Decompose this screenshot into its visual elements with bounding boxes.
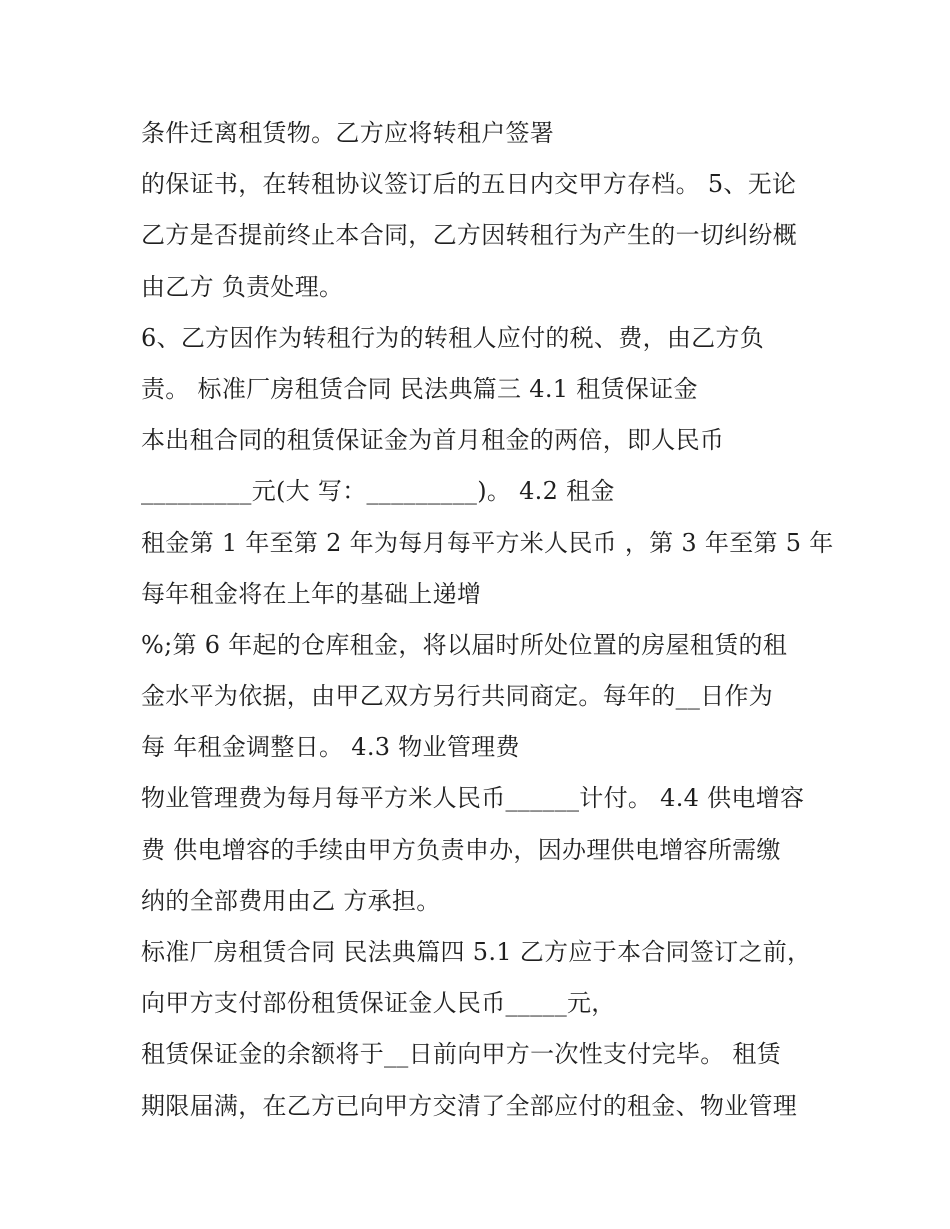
- text-line: 责。 标准厂房租赁合同 民法典篇三 4.1 租赁保证金: [141, 374, 698, 403]
- text-line: 期限届满，在乙方已向甲方交清了全部应付的租金、物业管理: [141, 1091, 798, 1120]
- text-line: 由乙方 负责处理。: [141, 272, 344, 301]
- text-line: 标准厂房租赁合同 民法典篇四 5.1 乙方应于本合同签订之前，: [141, 938, 812, 966]
- text-line: 纳的全部费用由乙 方承担。: [141, 886, 441, 915]
- text-line: 物业管理费为每月每平方米人民币______计付。 4.4 供电增容: [141, 784, 805, 813]
- text-line: 金水平为依据，由甲乙双方另行共同商定。每年的__日作为: [141, 682, 774, 711]
- text-line: 每年租金将在上年的基础上递增: [141, 579, 482, 608]
- text-line: _________元(大 写：_________)。 4.2 租金: [141, 477, 615, 506]
- text-line: 租赁保证金的余额将于__日前向甲方一次性支付完毕。 租赁: [141, 1040, 782, 1069]
- text-line: 乙方是否提前终止本合同，乙方因转租行为产生的一切纠纷概: [141, 221, 798, 250]
- document-body: [141, 108, 834, 1132]
- text-line: 本出租合同的租赁保证金为首月租金的两倍，即人民币: [141, 426, 725, 455]
- text-line: 费 供电增容的手续由甲方负责申办，因办理供电增容所需缴: [141, 835, 781, 864]
- text-line: %;第 6 年起的仓库租金，将以届时所处位置的房屋租赁的租: [141, 630, 788, 659]
- text-line: 条件迁离租赁物。乙方应将转租户签署: [141, 119, 555, 147]
- text-line: 的保证书，在转租协议签订后的五日内交甲方存档。 5、无论: [141, 170, 797, 199]
- text-line: 6、乙方因作为转租行为的转租人应付的税、费，由乙方负: [141, 323, 765, 352]
- text-line: 租金第 1 年至第 2 年为每月每平方米人民币 ，第 3 年至第 5 年: [141, 528, 834, 557]
- text-line: 每 年租金调整日。 4.3 物业管理费: [141, 733, 520, 762]
- text-line: 向甲方支付部份租赁保证金人民币_____元，: [141, 989, 616, 1018]
